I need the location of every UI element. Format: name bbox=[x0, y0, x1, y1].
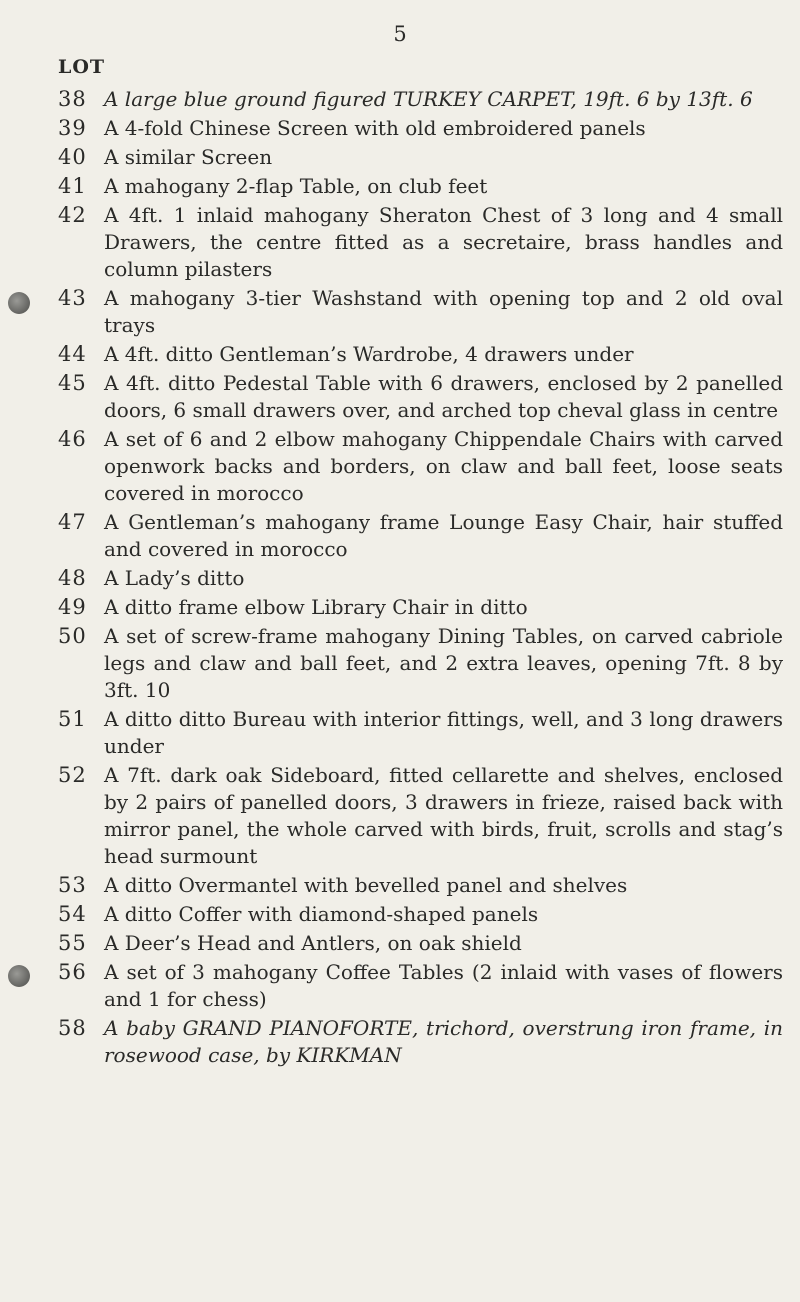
lot-description: A ditto Coffer with diamond-shaped panels bbox=[104, 902, 539, 926]
lot-entry bbox=[58, 762, 783, 870]
lot-description: A ditto Overmantel with bevelled panel and shelves bbox=[104, 873, 628, 897]
lot-number: 54 bbox=[58, 902, 87, 926]
lot-entry bbox=[58, 341, 783, 368]
lot-description: A set of screw-frame mahogany Dining Tables, on carved cabriole legs and claw and ball feet, and 2 extra leaves, opening 7ft. 8 by 3ft. 10 bbox=[104, 624, 783, 702]
lot-number: 49 bbox=[58, 595, 87, 619]
lot-entry bbox=[58, 144, 783, 171]
lot-entry bbox=[58, 509, 783, 563]
binding-hole-bottom bbox=[8, 965, 30, 987]
lot-description: A mahogany 3-tier Washstand with opening top and 2 old oval trays bbox=[104, 286, 783, 337]
lot-description: A Gentleman’s mahogany frame Lounge Easy Chair, hair stuffed and covered in morocco bbox=[104, 510, 783, 561]
lot-description: A 4ft. 1 inlaid mahogany Sheraton Chest of 3 long and 4 small Drawers, the centre fitted as a secretaire, brass handles and column pilasters bbox=[104, 203, 783, 281]
lot-description: A ditto frame elbow Library Chair in ditto bbox=[104, 595, 528, 619]
lot-entry bbox=[58, 901, 783, 928]
lot-description: A 4ft. ditto Pedestal Table with 6 drawers, enclosed by 2 panelled doors, 6 small drawers over, and arched top cheval glass in centre bbox=[104, 371, 783, 422]
lot-number: 38 bbox=[58, 87, 87, 111]
lot-number: 41 bbox=[58, 174, 87, 198]
lot-description: A Lady’s ditto bbox=[104, 566, 245, 590]
binding-hole-top bbox=[8, 292, 30, 314]
lot-column-header: LOT bbox=[58, 56, 106, 78]
lot-number: 39 bbox=[58, 116, 87, 140]
lot-description: A Deer’s Head and Antlers, on oak shield bbox=[104, 931, 522, 955]
lot-number: 47 bbox=[58, 510, 87, 534]
lot-description: A set of 3 mahogany Coffee Tables (2 inlaid with vases of flowers and 1 for chess) bbox=[104, 960, 783, 1011]
lot-entry bbox=[58, 426, 783, 507]
lot-entry bbox=[58, 285, 783, 339]
lot-description: A 4ft. ditto Gentleman’s Wardrobe, 4 drawers under bbox=[104, 342, 634, 366]
lot-description: A baby GRAND PIANOFORTE, trichord, overstrung iron frame, in rosewood case, by KIRKMAN bbox=[104, 1016, 783, 1067]
lot-entry bbox=[58, 706, 783, 760]
lot-number: 44 bbox=[58, 342, 87, 366]
lot-number: 52 bbox=[58, 763, 87, 787]
lot-entry bbox=[58, 872, 783, 899]
lot-entry bbox=[58, 1015, 783, 1069]
lot-number: 58 bbox=[58, 1016, 87, 1040]
lot-entry bbox=[58, 623, 783, 704]
lot-entry bbox=[58, 115, 783, 142]
lot-number: 42 bbox=[58, 203, 87, 227]
lot-number: 48 bbox=[58, 566, 87, 590]
lot-description: A mahogany 2-flap Table, on club feet bbox=[104, 174, 488, 198]
lot-entry bbox=[58, 173, 783, 200]
lot-description: A similar Screen bbox=[104, 145, 273, 169]
lot-entry bbox=[58, 930, 783, 957]
lot-number: 51 bbox=[58, 707, 87, 731]
lot-description: A 7ft. dark oak Sideboard, fitted cellarette and shelves, enclosed by 2 pairs of panelled doors, 3 drawers in frieze, raised back with mirror panel, the whole carved with birds, fruit, scrolls and stag’s head surmount bbox=[104, 763, 783, 868]
lot-entry bbox=[58, 594, 783, 621]
lot-description: A 4-fold Chinese Screen with old embroidered panels bbox=[104, 116, 646, 140]
page-number: 5 bbox=[393, 22, 407, 46]
lot-number: 50 bbox=[58, 624, 87, 648]
lot-list bbox=[58, 86, 783, 1071]
lot-entry bbox=[58, 565, 783, 592]
lot-number: 46 bbox=[58, 427, 87, 451]
lot-number: 45 bbox=[58, 371, 87, 395]
lot-description: A large blue ground figured TURKEY CARPET, 19ft. 6 by 13ft. 6 bbox=[104, 87, 753, 111]
lot-number: 53 bbox=[58, 873, 87, 897]
lot-entry bbox=[58, 202, 783, 283]
lot-number: 40 bbox=[58, 145, 87, 169]
lot-description: A set of 6 and 2 elbow mahogany Chippendale Chairs with carved openwork backs and borders, on claw and ball feet, loose seats covered in morocco bbox=[104, 427, 783, 505]
lot-number: 43 bbox=[58, 286, 87, 310]
lot-entry bbox=[58, 959, 783, 1013]
lot-entry bbox=[58, 370, 783, 424]
lot-entry bbox=[58, 86, 783, 113]
lot-description: A ditto ditto Bureau with interior fittings, well, and 3 long drawers under bbox=[104, 707, 783, 758]
lot-number: 56 bbox=[58, 960, 87, 984]
lot-number: 55 bbox=[58, 931, 87, 955]
